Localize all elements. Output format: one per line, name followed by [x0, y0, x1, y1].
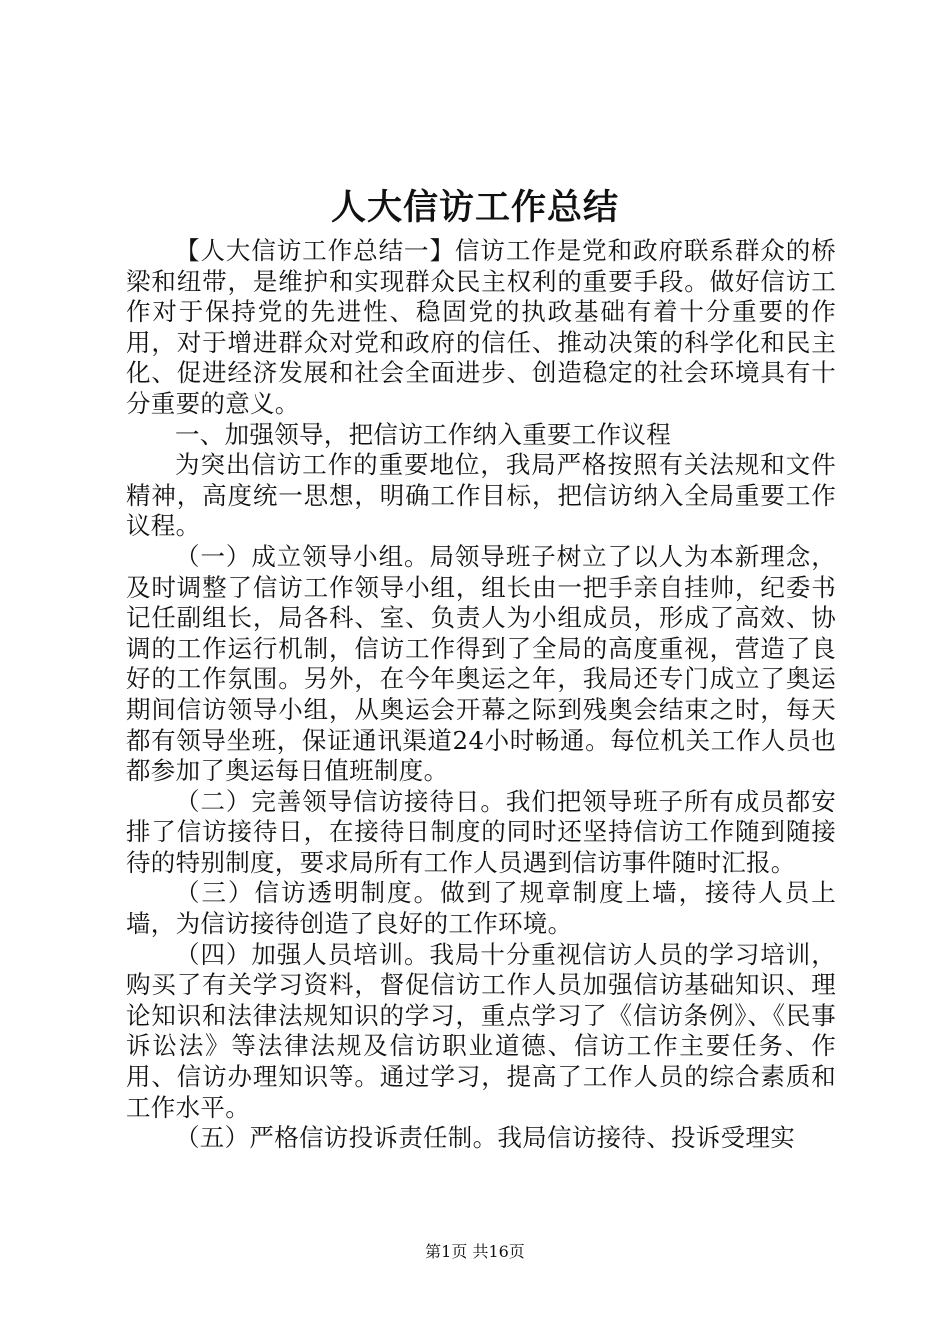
document-title: 人大信访工作总结 [330, 188, 619, 228]
paragraph-item-2: （二）完善领导信访接待日。我们把领导班子所有成员都安排了信访接待日，在接待日制度的同时还坚持信访工作随到随接待的特别制度，要求局所有工作人员遇到信访事件随时汇报。 [126, 786, 836, 877]
paragraph-item-4: （四）加强人员培训。我局十分重视信访人员的学习培训，购买了有关学习资料，督促信访工作人员加强信访基础知识、理论知识和法律法规知识的学习，重点学习了《信访条例》、《民事诉讼法》等法律法规及信访职业道德、信访工作主要任务、作用、信访办理知识等。通过学习，提高了工作人员的综合素质和工作水平。 [126, 939, 836, 1122]
paragraph-item-1: （一）成立领导小组。局领导班子树立了以人为本新理念，及时调整了信访工作领导小组，组长由一把手亲自挂帅，纪委书记任副组长，局各科、室、负责人为小组成员，形成了高效、协调的工作运行机制，信访工作得到了全局的高度重视，营造了良好的工作氛围。另外，在今年奥运之年，我局还专门成立了奥运期间信访领导小组，从奥运会开幕之际到残奥会结束之时，每天都有领导坐班，保证通讯渠道24小时畅通。每位机关工作人员也都参加了奥运每日值班制度。 [126, 541, 836, 786]
paragraph-item-5: （五）严格信访投诉责任制。我局信访接待、投诉受理实 [175, 1123, 795, 1153]
paragraph-item-3: （三）信访透明制度。做到了规章制度上墙，接待人员上墙，为信访接待创造了良好的工作环境。 [126, 878, 836, 939]
paragraph-section-1: 为突出信访工作的重要地位，我局严格按照有关法规和文件精神，高度统一思想，明确工作目标，把信访纳入全局重要工作议程。 [126, 450, 836, 541]
section-heading-1: 一、加强领导，把信访工作纳入重要工作议程 [175, 419, 671, 449]
paragraph-intro: 【人大信访工作总结一】信访工作是党和政府联系群众的桥梁和纽带，是维护和实现群众民主权利的重要手段。做好信访工作对于保持党的先进性、稳固党的执政基础有着十分重要的作用，对于增进群众对党和政府的信任、推动决策的科学化和民主化、促进经济发展和社会全面进步、创造稳定的社会环境具有十分重要的意义。 [126, 236, 836, 418]
document-body [126, 236, 836, 1154]
page-number-footer: 第1页 共16页 [425, 1242, 525, 1261]
